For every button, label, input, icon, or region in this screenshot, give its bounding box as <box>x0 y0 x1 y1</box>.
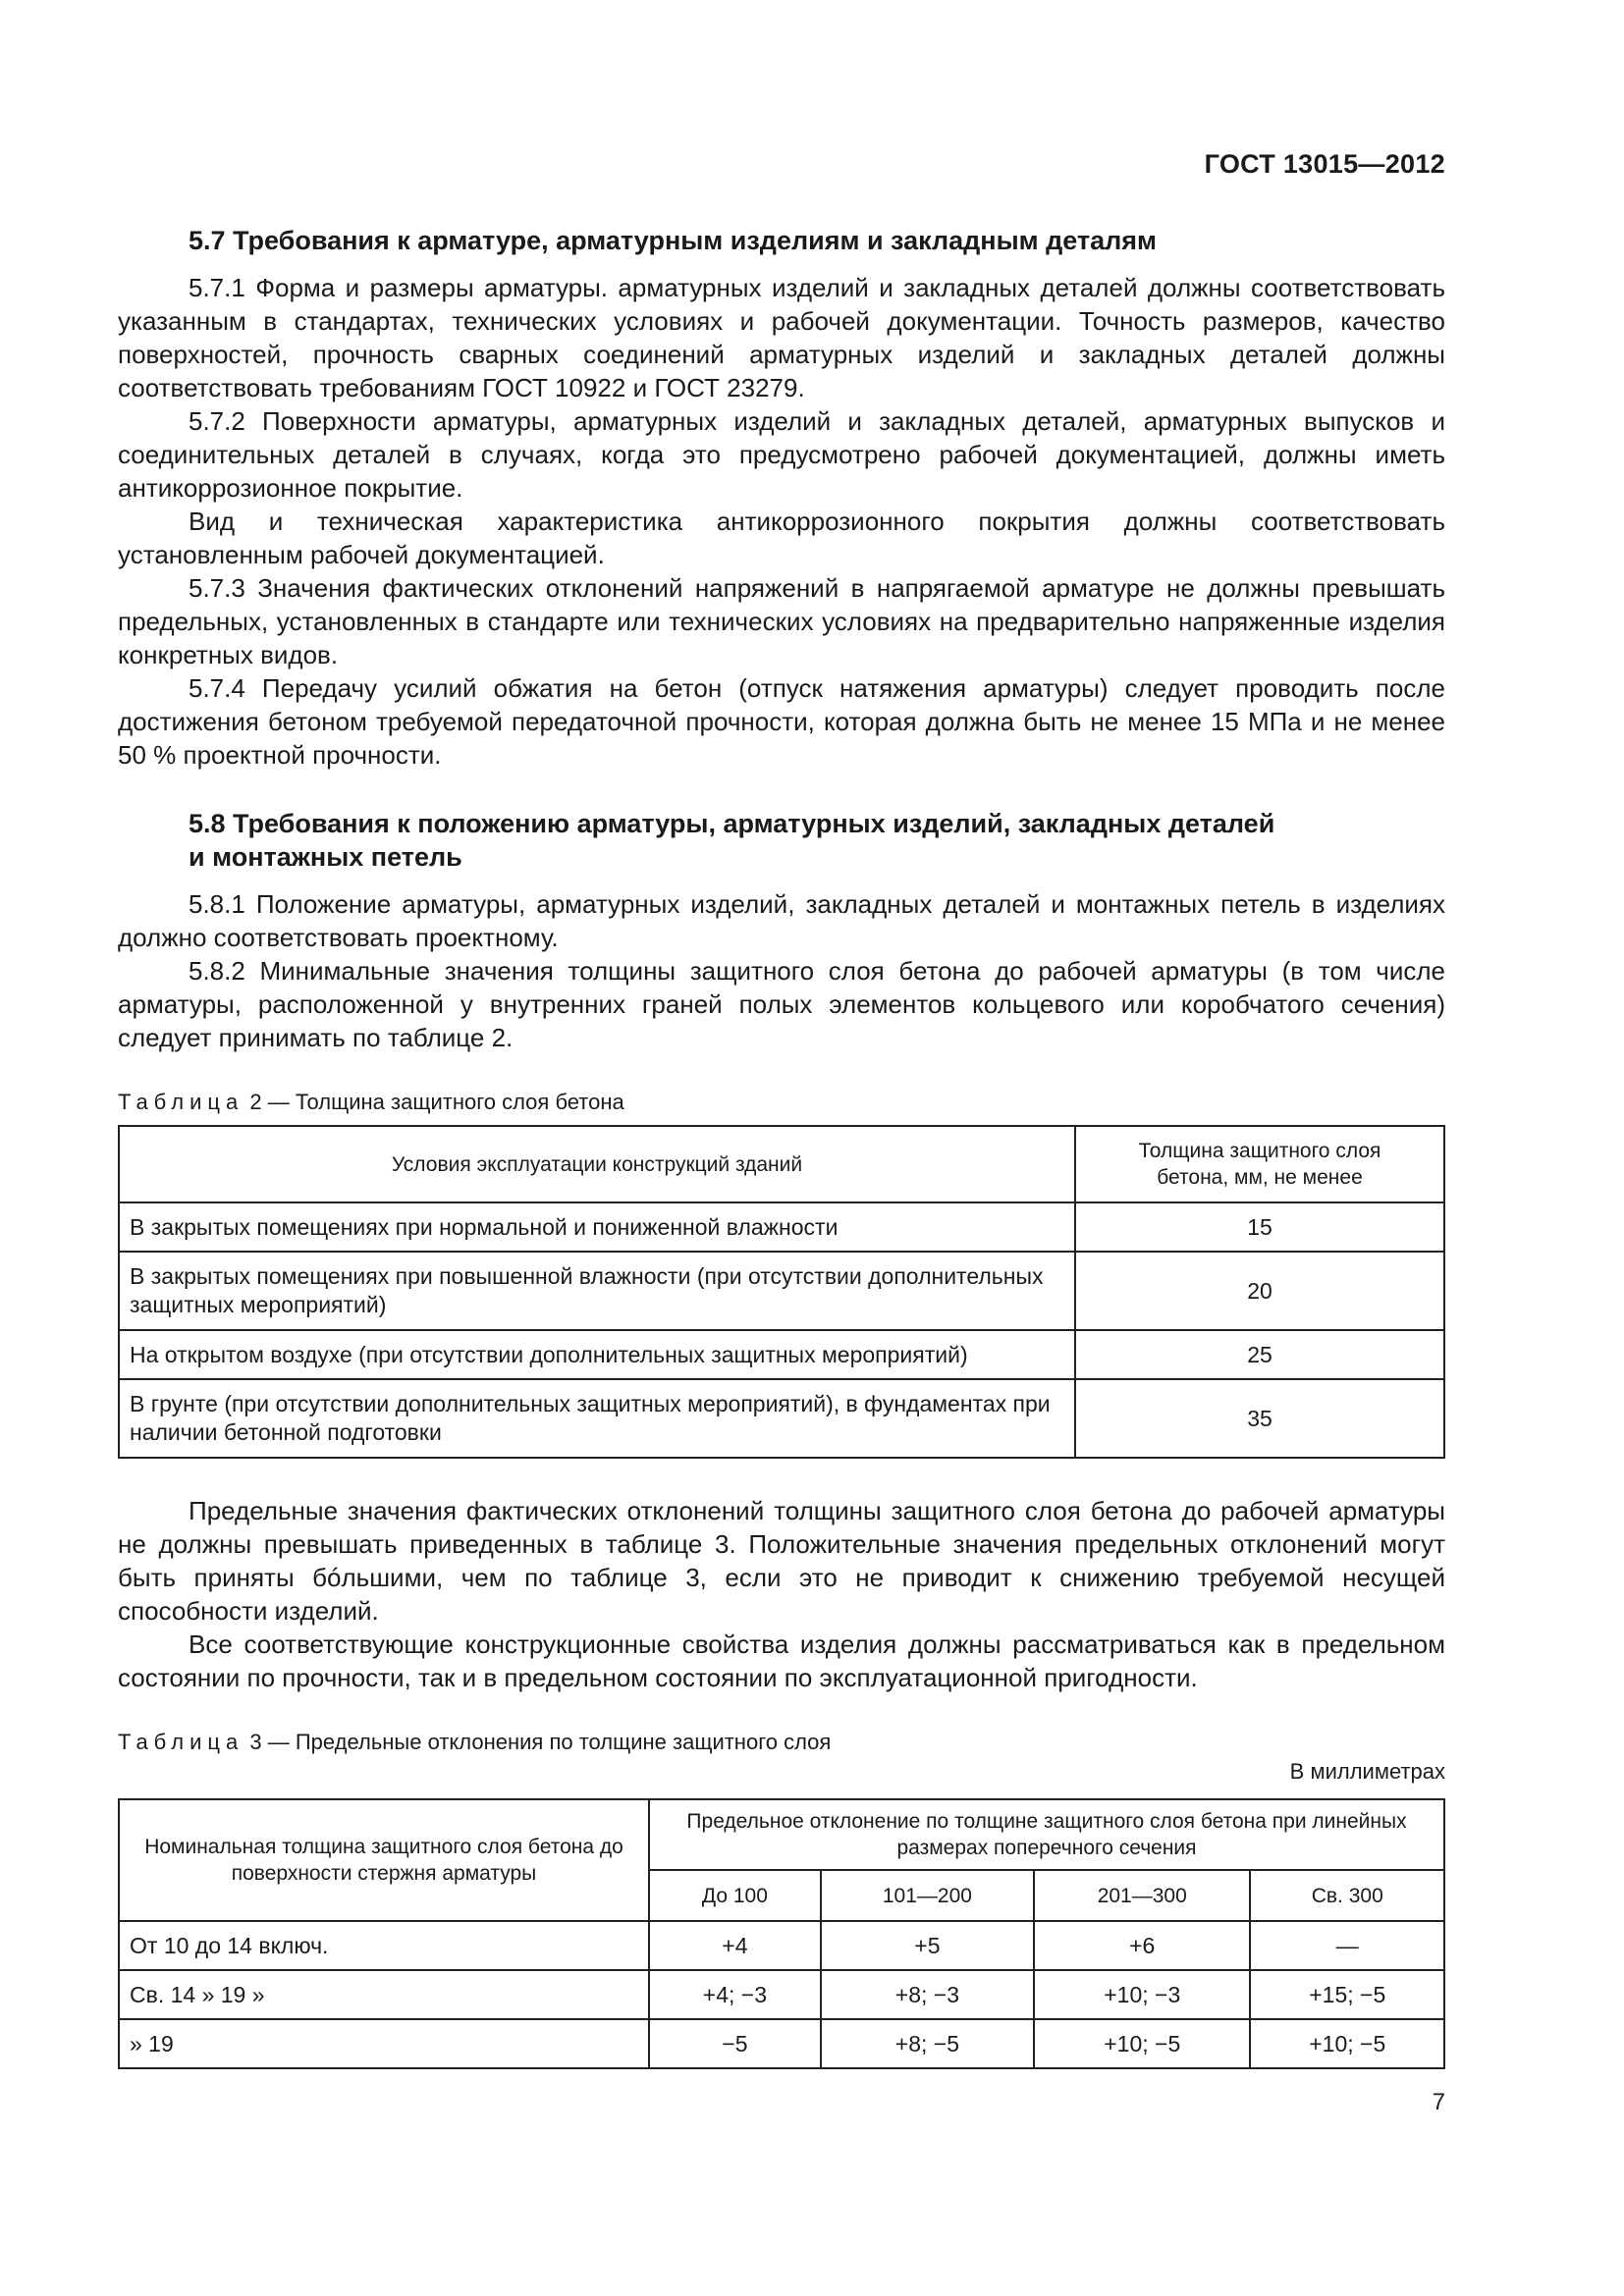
table-cell: На открытом воздухе (при отсутствии дополнительных защитных мероприятий) <box>119 1330 1075 1379</box>
table-row <box>119 1970 1444 2019</box>
table-cell: 15 <box>1075 1202 1444 1252</box>
table-2-col-conditions: Условия эксплуатации конструкций зданий <box>119 1126 1075 1202</box>
table-cell: » 19 <box>119 2019 649 2068</box>
table-cell: +15; −5 <box>1250 1970 1444 2019</box>
table-3-col-group: Предельное отклонение по толщине защитного слоя бетона при линейных размерах поперечного сечения <box>649 1799 1444 1870</box>
table-2-header-row <box>119 1126 1444 1202</box>
paragraph-5-7-4: 5.7.4 Передачу усилий обжатия на бетон (отпуск натяжения арматуры) следует проводить после достижения бетоном требуемой передаточной прочности, которая должна быть не менее 15 МПа и не менее 50 % проектной прочности. <box>118 673 1445 770</box>
table-cell: 35 <box>1075 1379 1444 1458</box>
table-row <box>119 2019 1444 2068</box>
table-cell: Св. 14 » 19 » <box>119 1970 649 2019</box>
table-2-label: Таблица <box>118 1090 244 1114</box>
table-row <box>119 1330 1444 1379</box>
table-cell: 25 <box>1075 1330 1444 1379</box>
table-3 <box>118 1798 1445 2069</box>
table-3-units: В миллиметрах <box>1289 1759 1445 1784</box>
table-3-sub-col: 101—200 <box>821 1870 1034 1921</box>
table-row <box>119 1202 1444 1252</box>
paragraph-5-8-1: 5.8.1 Положение арматуры, арматурных изделий, закладных деталей и монтажных петель в изделиях должно соответствовать проектному. <box>118 889 1445 952</box>
table-3-sub-col: 201—300 <box>1034 1870 1250 1921</box>
table-cell: +4 <box>649 1921 821 1970</box>
section-5-7-title: 5.7 Требования к арматуре, арматурным изделиям и закладным деталям <box>189 226 1158 255</box>
page-number: 7 <box>1432 2089 1445 2115</box>
table-cell: — <box>1250 1921 1444 1970</box>
table-2-caption <box>118 1090 1445 1115</box>
table-cell: +8; −5 <box>821 2019 1034 2068</box>
paragraph-5-7-2: 5.7.2 Поверхности арматуры, арматурных изделий и закладных деталей, арматурных выпусков и соединительных деталей в случаях, когда это предусмотрено рабочей документацией, должны иметь антикоррозионное покрытие. <box>118 406 1445 503</box>
paragraph-coating: Вид и техническая характеристика антикоррозионного покрытия должны соответствовать установленным рабочей документацией. <box>118 507 1445 569</box>
table-cell: +10; −3 <box>1034 1970 1250 2019</box>
table-cell: +5 <box>821 1921 1034 1970</box>
table-row <box>119 1921 1444 1970</box>
table-cell: От 10 до 14 включ. <box>119 1921 649 1970</box>
table-cell: 20 <box>1075 1252 1444 1330</box>
table-cell: +8; −3 <box>821 1970 1034 2019</box>
paragraph-5-8-2: 5.8.2 Минимальные значения толщины защитного слоя бетона до рабочей арматуры (в том числе арматуры, расположенной у внутренних граней полых элементов кольцевого или коробчатого сечения) следует принимать по таблице 2. <box>118 956 1445 1052</box>
table-cell: +4; −3 <box>649 1970 821 2019</box>
paragraph-deviations: Предельные значения фактических отклонений толщины защитного слоя бетона до рабочей арматуры не должны превышать приведенных в таблице 3. Положительные значения предельных отклонений могут быть приняты бóльшими, чем по таблице 3, если это не приводит к снижению требуемой несущей способности изделий. <box>118 1496 1445 1626</box>
table-2-title: 2 — Толщина защитного слоя бетона <box>244 1090 624 1114</box>
table-3-caption <box>118 1730 1445 1755</box>
table-cell: В закрытых помещениях при повышенной влажности (при отсутствии дополнительных защитных мероприятий) <box>119 1252 1075 1330</box>
table-2 <box>118 1125 1445 1459</box>
table-3-header-row <box>119 1799 1444 1870</box>
table-cell: +6 <box>1034 1921 1250 1970</box>
section-5-8-title <box>189 807 1445 874</box>
table-3-title: 3 — Предельные отклонения по толщине защитного слоя <box>244 1730 832 1754</box>
table-3-sub-col: Св. 300 <box>1250 1870 1444 1921</box>
table-cell: +10; −5 <box>1250 2019 1444 2068</box>
table-3-label: Таблица <box>118 1730 244 1754</box>
paragraph-5-7-1: 5.7.1 Форма и размеры арматуры. арматурных изделий и закладных деталей должны соответствовать указанным в стандартах, технических условиях и рабочей документации. Точность размеров, качество поверхностей, прочность сварных соединений арматурных изделий и закладных деталей должны соответствовать требованиям ГОСТ 10922 и ГОСТ 23279. <box>118 273 1445 402</box>
table-row <box>119 1379 1444 1458</box>
section-5-8-title-line2: и монтажных петель <box>189 842 462 872</box>
table-cell: В закрытых помещениях при нормальной и пониженной влажности <box>119 1202 1075 1252</box>
paragraph-properties: Все соответствующие конструкционные свойства изделия должны рассматриваться как в предельном состоянии по прочности, так и в предельном состоянии по эксплуатационной пригодности. <box>118 1629 1445 1692</box>
table-row <box>119 1252 1444 1330</box>
paragraph-5-7-3: 5.7.3 Значения фактических отклонений напряжений в напрягаемой арматуре не должны превышать предельных, установленных в стандарте или технических условиях на предварительно напряженные изделия конкретных видов. <box>118 573 1445 669</box>
table-2-col-thickness: Толщина защитного слоя бетона, мм, не менее <box>1075 1126 1444 1202</box>
table-cell: +10; −5 <box>1034 2019 1250 2068</box>
page-content <box>118 224 1445 2069</box>
table-cell: В грунте (при отсутствии дополнительных защитных мероприятий), в фундаментах при наличии бетонной подготовки <box>119 1379 1075 1458</box>
table-3-sub-col: До 100 <box>649 1870 821 1921</box>
document-id: ГОСТ 13015—2012 <box>1204 149 1445 179</box>
table-cell: −5 <box>649 2019 821 2068</box>
table-3-col-nominal: Номинальная толщина защитного слоя бетона до поверхности стержня арматуры <box>119 1799 649 1921</box>
section-5-8-title-line1: 5.8 Требования к положению арматуры, арматурных изделий, закладных деталей <box>189 809 1275 838</box>
